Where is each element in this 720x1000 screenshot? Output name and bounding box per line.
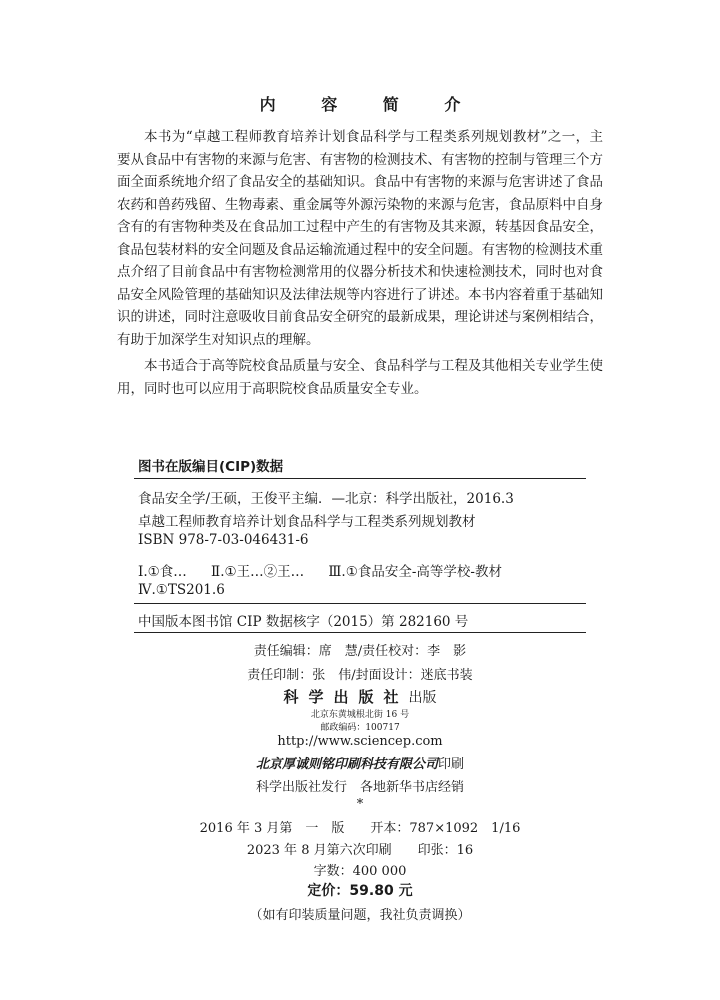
printer-name: 北京厚诚则铭印刷科技有限公司 — [255, 757, 438, 772]
cip-mid-rule — [134, 603, 586, 604]
cip-isbn: ISBN 978-7-03-046431-6 — [138, 532, 309, 548]
publisher-url: http://www.sciencep.com — [277, 734, 443, 749]
credits-editors: 责任编辑：席 慧/责任校对：李 影 — [253, 644, 467, 659]
price: 定价：59.80 元 — [307, 883, 413, 899]
word-count: 字数：400 000 — [313, 864, 407, 879]
cip-line-1: 食品安全学/王硕，王俊平主编．—北京：科学出版社，2016.3 — [138, 491, 514, 507]
cip-class-2: Ⅱ.①王…②王… — [211, 564, 305, 580]
edition-info: 2016 年 3 月第 一 版 开本：787×1092 1/16 — [199, 821, 521, 836]
cip-top-rule — [134, 478, 586, 479]
printer — [0, 753, 720, 772]
credits-print-design: 责任印制：张 伟/封面设计：迷底书装 — [247, 668, 473, 683]
separator-star: * — [356, 797, 364, 812]
cip-class-4: Ⅳ.①TS201.6 — [138, 582, 225, 598]
publisher-name: 科学出版社 — [283, 688, 409, 706]
publisher-postcode: 邮政编码：100717 — [320, 723, 400, 733]
publisher-suffix: 出版 — [408, 690, 437, 706]
intro-text — [117, 126, 603, 400]
page-title: 内 容 简 介 — [259, 95, 481, 114]
cip-classification — [138, 560, 502, 580]
printing-info: 2023 年 8 月第六次印刷 印张：16 — [246, 843, 474, 858]
publisher — [0, 686, 720, 707]
printer-suffix: 印刷 — [438, 757, 465, 772]
publisher-address: 北京东黄城根北街 16 号 — [310, 710, 410, 720]
intro-paragraph-2: 本书适合于高等院校食品质量与安全、食品科学与工程及其他相关专业学生使用，同时也可以应用于高职院校食品质量安全专业。 — [117, 358, 603, 397]
cip-heading: 图书在版编目(CIP)数据 — [138, 459, 284, 475]
cip-record-number: 中国版本图书馆 CIP 数据核字（2015）第 282160 号 — [138, 614, 469, 630]
cip-class-3: Ⅲ.①食品安全-高等学校-教材 — [328, 564, 502, 580]
cip-class-1: Ⅰ.①食… — [138, 564, 187, 580]
distribution: 科学出版社发行 各地新华书店经销 — [255, 780, 464, 795]
cip-line-2: 卓越工程师教育培养计划食品科学与工程类系列规划教材 — [138, 514, 476, 530]
quality-notice: （如有印装质量问题，我社负责调换） — [249, 908, 471, 923]
intro-paragraph-1: 本书为“卓越工程师教育培养计划食品科学与工程类系列规划教材”之一，主要从食品中有害物的来源与危害、有害物的检测技术、有害物的控制与管理三个方面全面系统地介绍了食品安全的基础知识。食品中有害物的来源与危害讲述了食品农药和兽药残留、生物毒素、重金属等外源污染物的来源与危害，食品原料中自身含有的有害物种类及在食品加工过程中产生的有害物及其来源，转基因食品安全，食品包装材料的安全问题及食品运输流通过程中的安全问题。有害物的检测技术重点介绍了目前食品中有害物检测常用的仪器分析技术和快速检测技术，同时也对食品安全风险管理的基础知识及法律法规等内容进行了讲述。本书内容着重于基础知识的讲述，同时注意吸收目前食品安全研究的最新成果，理论讲述与案例相结合，有助于加深学生对知识点的理解。 — [117, 129, 603, 348]
cip-bottom-rule — [134, 632, 586, 633]
